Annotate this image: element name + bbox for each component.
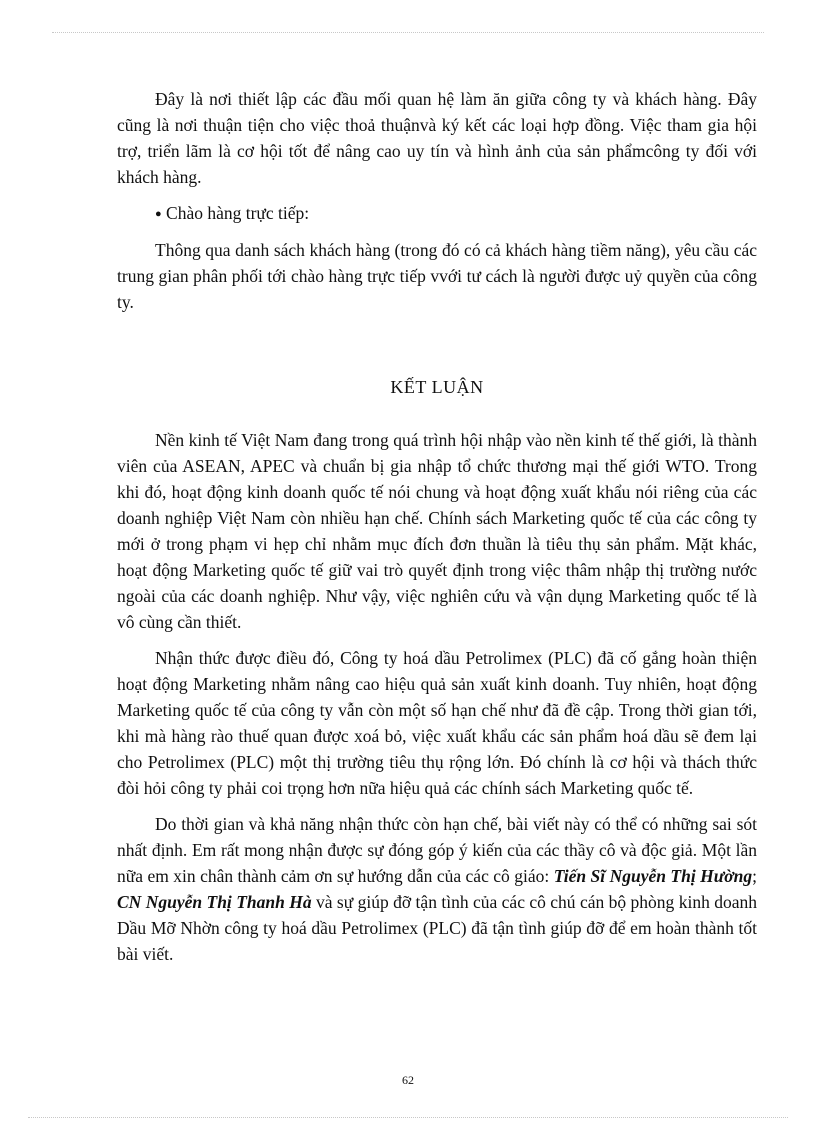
advisor-name-1: Tiến Sĩ Nguyễn Thị Hường [553, 866, 753, 886]
advisor-name-2: CN Nguyễn Thị Thanh Hà [117, 892, 312, 912]
bullet-dot-icon: ● [155, 208, 162, 220]
acknowledgement-text-start: Do thời gian và khả năng nhận thức còn hạn chế, bài viết này có thể có những sai sót nhất định. Em rất mong nhận được sự đóng góp ý kiến của các thầy cô và độc giả. Một lần nữa em xin chân thành cảm ơn sự hướng dẫn của các cô giáo: [117, 814, 757, 886]
name-separator: ; [752, 866, 757, 886]
paragraph-conclusion-2: Nhận thức được điều đó, Công ty hoá dầu Petrolimex (PLC) đã cố gắng hoàn thiện hoạt động Marketing nhằm nâng cao hiệu quả sản xuất kinh doanh. Tuy nhiên, hoạt động Marketing quốc tế của công ty vẫn còn một số hạn chế như đã đề cập. Trong thời gian tới, khi mà hàng rào thuế quan được xoá bỏ, việc xuất khẩu các sản phẩm hoá dầu sẽ đem lại cho Petrolimex (PLC) một thị trường tiêu thụ rộng lớn. Đó chính là cơ hội và thách thức đòi hỏi công ty phải coi trọng hơn nữa hiệu quả các chính sách Marketing quốc tế. [117, 648, 757, 798]
page-border-top [52, 32, 764, 33]
page-border-bottom [28, 1117, 788, 1118]
paragraph-conclusion-1: Nền kinh tế Việt Nam đang trong quá trình hội nhập vào nền kinh tế thế giới, là thành viên của ASEAN, APEC và chuẩn bị gia nhập tổ chức thương mại thế giới WTO. Trong khi đó, hoạt động kinh doanh quốc tế nói chung và hoạt động xuất khẩu nói riêng của các doanh nghiệp Việt Nam còn nhiều hạn chế. Chính sách Marketing quốc tế của các công ty mới ở trong phạm vi hẹp chỉ nhằm mục đích đơn thuần là tiêu thụ sản phẩm. Mặt khác, hoạt động Marketing quốc tế giữ vai trò quyết định trong việc thâm nhập thị trường nước ngoài của các doanh nghiệp. Như vậy, việc nghiên cứu và vận dụng Marketing quốc tế là vô cùng cần thiết. [117, 430, 757, 632]
bullet-text: Chào hàng trực tiếp: [166, 203, 310, 223]
page-number: 62 [402, 1073, 414, 1087]
bullet-direct-offer [117, 200, 757, 227]
paragraph-direct-offer: Thông qua danh sách khách hàng (trong đó có cả khách hàng tiềm năng), yêu cầu các trung gian phân phối tới chào hàng trực tiếp vvới tư cách là người được uỷ quyền của công ty. [117, 240, 757, 312]
paragraph-acknowledgement [117, 811, 757, 967]
paragraph-trade-fair: Đây là nơi thiết lập các đầu mối quan hệ làm ăn giữa công ty và khách hàng. Đây cũng là nơi thuận tiện cho việc thoả thuậnvà ký kết các loại hợp đồng. Việc tham gia hội trợ, triển lãm là cơ hội tốt để nâng cao uy tín và hình ảnh của sản phẩmcông ty đối với khách hàng. [117, 89, 757, 187]
page-content [117, 86, 757, 967]
section-heading: KẾT LUẬN [390, 377, 484, 397]
acknowledgement-text-end: và sự giúp đỡ tận tình của các cô chú cán bộ phòng kinh doanh Dầu Mỡ Nhờn công ty hoá dầu Petrolimex (PLC) đã tận tình giúp đỡ để em hoàn thành tốt bài viết. [117, 892, 757, 964]
